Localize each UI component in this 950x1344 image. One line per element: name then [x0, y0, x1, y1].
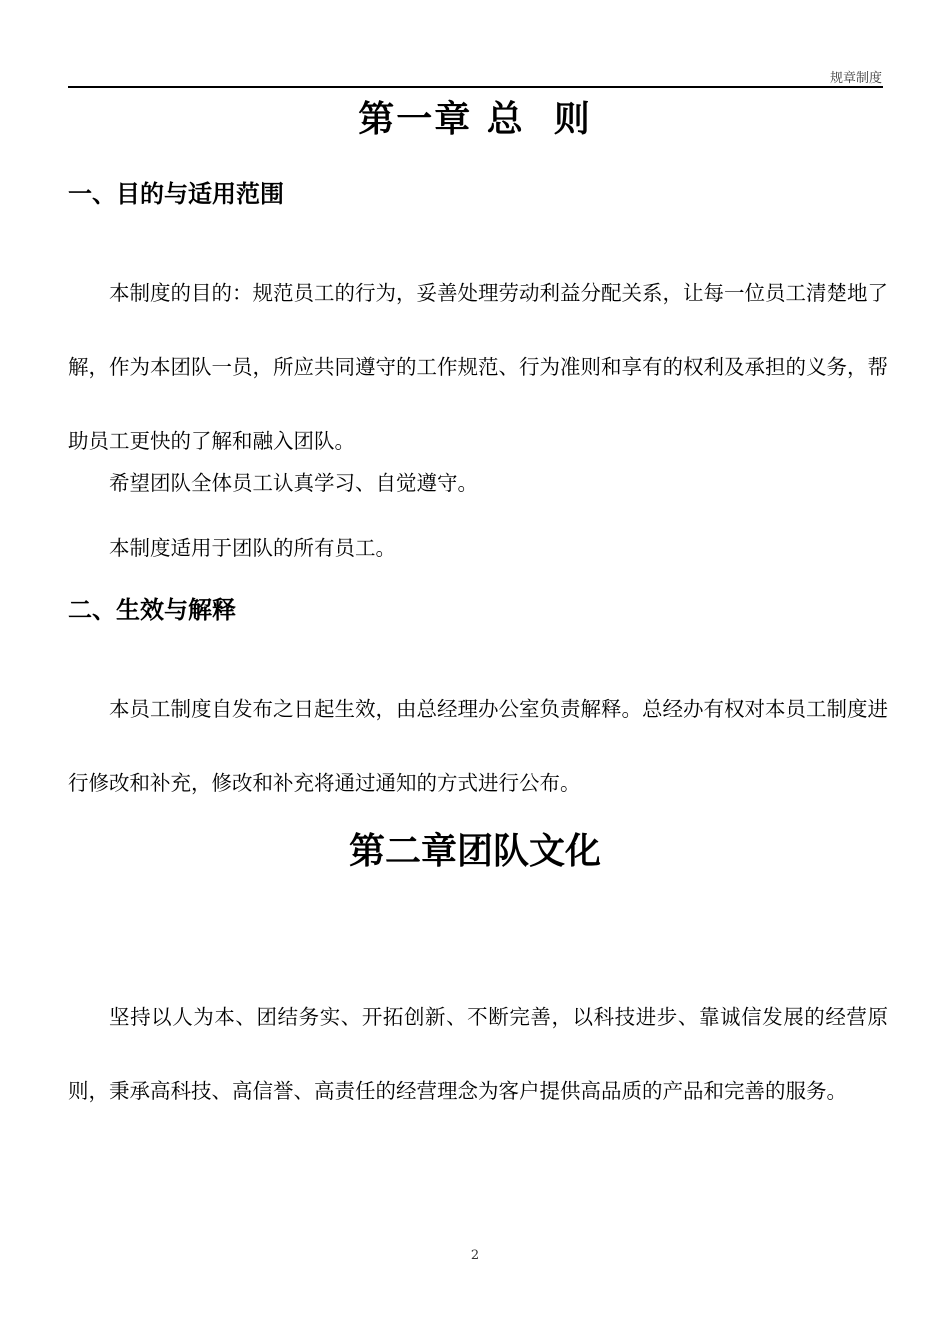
section-effect-heading: 二、生效与解释: [68, 596, 236, 624]
page-number: 2: [470, 1248, 480, 1263]
paragraph-effect: 本员工制度自发布之日起生效，由总经理办公室负责解释。总经办有权对本员工制度进行修改和补充，修改和补充将通过通知的方式进行公布。: [68, 697, 888, 795]
section-purpose-heading: 一、目的与适用范围: [68, 180, 284, 208]
paragraph-culture: 坚持以人为本、团结务实、开拓创新、不断完善，以科技进步、靠诚信发展的经营原则，秉承高科技、高信誉、高责任的经营理念为客户提供高品质的产品和完善的服务。: [68, 1005, 888, 1103]
chapter-2-title: 第二章团队文化: [348, 831, 601, 872]
header-divider: [68, 86, 883, 88]
paragraph-hope: 希望团队全体员工认真学习、自觉遵守。: [109, 471, 478, 495]
header-label: 规章制度: [829, 71, 882, 86]
paragraph-purpose: 本制度的目的：规范员工的行为，妥善处理劳动利益分配关系，让每一位员工清楚地了解，作为本团队一员，所应共同遵守的工作规范、行为准则和享有的权利及承担的义务，帮助员工更快的了解和融入团队。: [68, 281, 888, 453]
paragraph-scope: 本制度适用于团队的所有员工。: [109, 536, 396, 560]
chapter-1-title: 第一章 总 则: [358, 99, 592, 140]
